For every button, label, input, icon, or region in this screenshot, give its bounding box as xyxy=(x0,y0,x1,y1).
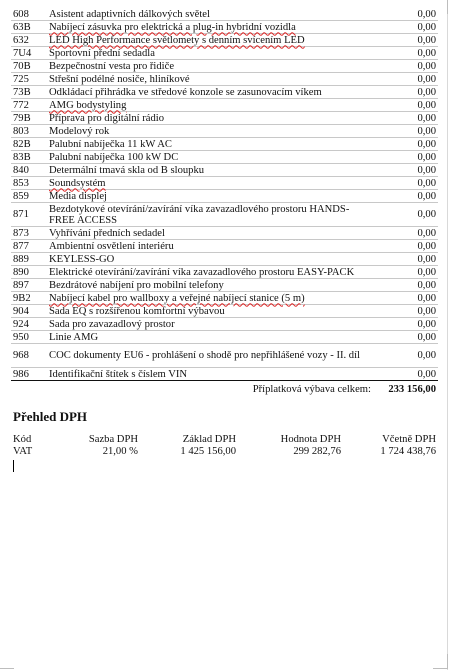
equipment-description xyxy=(45,253,374,266)
equipment-table xyxy=(11,8,438,381)
equipment-row xyxy=(11,318,438,331)
equipment-row xyxy=(11,60,438,73)
equipment-row xyxy=(11,305,438,318)
equipment-description xyxy=(45,227,374,240)
equipment-row xyxy=(11,279,438,292)
equipment-price: 0,00 xyxy=(374,21,438,34)
equipment-description-text: AMG bodystyling xyxy=(49,99,127,111)
vat-header-rate: Sazba DPH xyxy=(88,434,138,445)
total-row xyxy=(11,383,438,396)
equipment-row xyxy=(11,331,438,344)
equipment-description-text: Sada pro zavazadlový prostor xyxy=(49,318,175,330)
equipment-code: 950 xyxy=(11,331,45,344)
equipment-description xyxy=(45,112,374,125)
equipment-description xyxy=(45,292,374,305)
equipment-row xyxy=(11,73,438,86)
equipment-description-text: Palubní nabíječka 11 kW AC xyxy=(49,138,172,150)
vat-code: VAT xyxy=(13,446,33,457)
equipment-description-text: Palubní nabíječka 100 kW DC xyxy=(49,151,179,163)
equipment-price: 0,00 xyxy=(374,305,438,318)
equipment-description-text: Bezdrátové nabíjení pro mobilní telefony xyxy=(49,279,224,291)
text-cursor[interactable] xyxy=(13,460,14,472)
equipment-description-text: Soundsystém xyxy=(49,177,106,189)
equipment-row xyxy=(11,8,438,21)
equipment-code: 924 xyxy=(11,318,45,331)
equipment-row xyxy=(11,151,438,164)
equipment-description-text: Bezdotykové otevírání/zavírání víka zavazadlového prostoru HANDS-FREE ACCESS xyxy=(49,203,350,226)
equipment-price: 0,00 xyxy=(374,203,438,227)
equipment-code: 873 xyxy=(11,227,45,240)
equipment-row xyxy=(11,21,438,34)
vat-base: 1 425 156,00 xyxy=(180,446,236,457)
equipment-description xyxy=(45,21,374,34)
equipment-description-text: Linie AMG xyxy=(49,331,99,343)
page-edge xyxy=(447,0,448,670)
equipment-description xyxy=(45,73,374,86)
equipment-price: 0,00 xyxy=(374,344,438,368)
equipment-description-text: Identifikační štítek s číslem VIN xyxy=(49,368,188,380)
equipment-price: 0,00 xyxy=(374,318,438,331)
vat-table xyxy=(13,434,438,458)
equipment-description xyxy=(45,164,374,177)
equipment-description-text: Odkládací přihrádka ve středové konzole se zasunovacím víkem xyxy=(49,86,322,98)
equipment-price: 0,00 xyxy=(374,240,438,253)
equipment-row xyxy=(11,47,438,60)
equipment-row xyxy=(11,368,438,381)
equipment-description xyxy=(45,99,374,112)
equipment-description xyxy=(45,34,374,47)
equipment-description-text: KEYLESS-GO xyxy=(49,253,115,265)
equipment-code: 82B xyxy=(11,138,45,151)
equipment-description-text: Determální tmavá skla od B sloupku xyxy=(49,164,205,176)
equipment-code: 904 xyxy=(11,305,45,318)
vat-total: 1 724 438,76 xyxy=(380,446,436,457)
equipment-row xyxy=(11,99,438,112)
equipment-price: 0,00 xyxy=(374,138,438,151)
equipment-description xyxy=(45,331,374,344)
equipment-row xyxy=(11,344,438,368)
equipment-description xyxy=(45,318,374,331)
equipment-description xyxy=(45,368,374,381)
equipment-description-text: Příprava pro digitální rádio xyxy=(49,112,165,124)
equipment-code: 608 xyxy=(11,8,45,21)
equipment-code: 859 xyxy=(11,190,45,203)
vat-header-code: Kód xyxy=(13,434,32,445)
equipment-code: 83B xyxy=(11,151,45,164)
equipment-code: 772 xyxy=(11,99,45,112)
equipment-price: 0,00 xyxy=(374,8,438,21)
equipment-row xyxy=(11,266,438,279)
equipment-description xyxy=(45,305,374,318)
equipment-description xyxy=(45,266,374,279)
equipment-row xyxy=(11,292,438,305)
equipment-price: 0,00 xyxy=(374,266,438,279)
equipment-price: 0,00 xyxy=(374,368,438,381)
total-value: 233 156,00 xyxy=(388,384,436,395)
equipment-code: 840 xyxy=(11,164,45,177)
equipment-row xyxy=(11,164,438,177)
equipment-row xyxy=(11,177,438,190)
equipment-price: 0,00 xyxy=(374,190,438,203)
equipment-row xyxy=(11,253,438,266)
equipment-price: 0,00 xyxy=(374,99,438,112)
equipment-description-text: Nabíjecí zásuvka pro elektrická a plug-in hybridní vozidla xyxy=(49,21,296,33)
equipment-row xyxy=(11,190,438,203)
equipment-code: 889 xyxy=(11,253,45,266)
equipment-description-text: Střešní podélné nosiče, hliníkové xyxy=(49,73,190,85)
equipment-code: 79B xyxy=(11,112,45,125)
equipment-description-text: Sportovní přední sedadla xyxy=(49,47,155,59)
equipment-description-text: Vyhřívání předních sedadel xyxy=(49,227,165,239)
equipment-description xyxy=(45,240,374,253)
equipment-price: 0,00 xyxy=(374,112,438,125)
vat-header-base: Základ DPH xyxy=(182,434,236,445)
equipment-row xyxy=(11,138,438,151)
equipment-description xyxy=(45,344,374,368)
equipment-price: 0,00 xyxy=(374,34,438,47)
equipment-price: 0,00 xyxy=(374,253,438,266)
equipment-description-text: Nabíjecí kabel pro wallboxy a veřejné nabíjecí stanice (5 m) xyxy=(49,292,305,304)
equipment-row xyxy=(11,86,438,99)
equipment-description-text: COC dokumenty EU6 - prohlášení o shodě pro nepřihlášené vozy - II. díl xyxy=(49,350,360,361)
equipment-description xyxy=(45,151,374,164)
vat-header-amount: Hodnota DPH xyxy=(280,434,341,445)
equipment-description-text: LED High Performance světlomety s denním svícením LED xyxy=(49,34,305,46)
equipment-row xyxy=(11,34,438,47)
equipment-description xyxy=(45,279,374,292)
equipment-code: 725 xyxy=(11,73,45,86)
equipment-description-text: Ambientní osvětlení interiéru xyxy=(49,240,174,252)
vat-header-total: Včetně DPH xyxy=(382,434,436,445)
equipment-code: 986 xyxy=(11,368,45,381)
equipment-row xyxy=(11,240,438,253)
equipment-code: 877 xyxy=(11,240,45,253)
equipment-code: 632 xyxy=(11,34,45,47)
vat-section-title: Přehled DPH xyxy=(13,409,88,424)
equipment-price: 0,00 xyxy=(374,60,438,73)
equipment-price: 0,00 xyxy=(374,73,438,86)
equipment-code: 897 xyxy=(11,279,45,292)
equipment-price: 0,00 xyxy=(374,125,438,138)
equipment-row xyxy=(11,227,438,240)
equipment-code: 890 xyxy=(11,266,45,279)
equipment-description xyxy=(45,47,374,60)
equipment-price: 0,00 xyxy=(374,86,438,99)
equipment-price: 0,00 xyxy=(374,177,438,190)
vat-rate: 21,00 % xyxy=(102,446,138,457)
equipment-description xyxy=(45,125,374,138)
vat-data-row xyxy=(13,446,438,458)
equipment-code: 871 xyxy=(11,203,45,227)
total-label: Příplatková výbava celkem: xyxy=(252,384,371,395)
equipment-description xyxy=(45,190,374,203)
equipment-code: 63B xyxy=(11,21,45,34)
equipment-price: 0,00 xyxy=(374,292,438,305)
equipment-description xyxy=(45,8,374,21)
equipment-code: 803 xyxy=(11,125,45,138)
equipment-price: 0,00 xyxy=(374,47,438,60)
equipment-price: 0,00 xyxy=(374,331,438,344)
equipment-code: 968 xyxy=(11,344,45,368)
equipment-description xyxy=(45,86,374,99)
equipment-description xyxy=(45,203,374,227)
equipment-row xyxy=(11,125,438,138)
crop-mark-bottom-right xyxy=(433,654,448,669)
equipment-row xyxy=(11,112,438,125)
equipment-price: 0,00 xyxy=(374,227,438,240)
equipment-description xyxy=(45,177,374,190)
crop-mark-bottom-left xyxy=(0,654,14,669)
equipment-price: 0,00 xyxy=(374,279,438,292)
equipment-code: 9B2 xyxy=(11,292,45,305)
equipment-description xyxy=(45,60,374,73)
equipment-description xyxy=(45,138,374,151)
equipment-description-text: Sada EQ s rozšířenou komfortní výbavou xyxy=(49,305,225,317)
equipment-code: 7U4 xyxy=(11,47,45,60)
equipment-price: 0,00 xyxy=(374,164,438,177)
equipment-description-text: Bezpečnostní vesta pro řidiče xyxy=(49,60,175,72)
equipment-description-text: Media displej xyxy=(49,190,107,202)
equipment-code: 70B xyxy=(11,60,45,73)
equipment-code: 853 xyxy=(11,177,45,190)
vat-amount: 299 282,76 xyxy=(293,446,341,457)
equipment-description-text: Asistent adaptivních dálkových světel xyxy=(49,8,210,20)
equipment-price: 0,00 xyxy=(374,151,438,164)
vat-header-row xyxy=(13,434,438,446)
equipment-code: 73B xyxy=(11,86,45,99)
equipment-row xyxy=(11,203,438,227)
equipment-description-text: Elektrické otevírání/zavírání víka zavazadlového prostoru EASY-PACK xyxy=(49,266,355,278)
equipment-description-text: Modelový rok xyxy=(49,125,110,137)
